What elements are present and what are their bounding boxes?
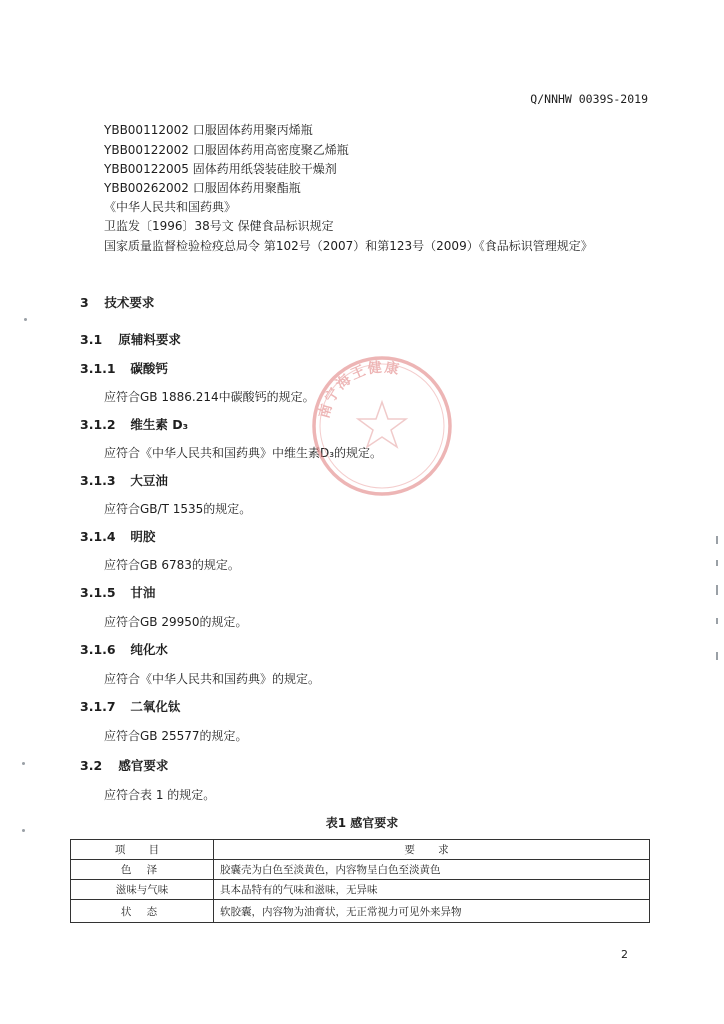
subsection-heading <box>80 527 155 545</box>
section-3-1-heading <box>80 330 181 348</box>
section-text: 应符合表 1 的规定。 <box>104 788 216 802</box>
table-cell-item: 状 态 <box>71 900 214 923</box>
subsection-number: 3.1.2 <box>80 417 116 432</box>
subsection-number: 3.1.4 <box>80 529 116 544</box>
section-title: 技术要求 <box>104 295 155 310</box>
reference-item: YBB00122005 固体药用纸袋装硅胶干燥剂 <box>104 162 337 176</box>
column-header-item: 项 目 <box>71 840 214 860</box>
section-number: 3.2 <box>80 758 103 773</box>
subsection-heading <box>80 359 168 377</box>
subsection-title: 明胶 <box>130 529 156 544</box>
company-seal-stamp <box>308 352 456 500</box>
scan-speck <box>22 762 25 765</box>
table-caption: 表1 感官要求 <box>325 816 399 830</box>
scan-mark <box>716 585 718 595</box>
svg-text:南宁海王健康: 南宁海王健康 <box>316 359 403 421</box>
document-code: Q/NNHW 0039S-2019 <box>530 92 648 106</box>
subsection-text: 应符合《中华人民共和国药典》中维生素D₃的规定。 <box>104 446 383 460</box>
reference-item: 卫监发〔1996〕38号文 保健食品标识规定 <box>104 219 334 233</box>
section-title: 感官要求 <box>118 758 169 773</box>
subsection-title: 维生素 D₃ <box>130 417 189 432</box>
column-header-requirement: 要 求 <box>214 840 650 860</box>
reference-item: YBB00122002 口服固体药用高密度聚乙烯瓶 <box>104 143 349 157</box>
subsection-title: 纯化水 <box>130 642 168 657</box>
table-cell-item: 色 泽 <box>71 860 214 880</box>
scan-speck <box>24 318 27 321</box>
subsection-text: 应符合GB 1886.214中碳酸钙的规定。 <box>104 390 315 404</box>
subsection-text: 应符合《中华人民共和国药典》的规定。 <box>104 672 321 686</box>
subsection-number: 3.1.5 <box>80 585 116 600</box>
scan-mark <box>716 618 718 624</box>
scan-mark <box>716 536 718 544</box>
section-number: 3 <box>80 295 89 310</box>
subsection-heading <box>80 640 168 658</box>
subsection-text: 应符合GB 29950的规定。 <box>104 615 248 629</box>
reference-item: YBB00262002 口服固体药用聚酯瓶 <box>104 181 301 195</box>
subsection-title: 碳酸钙 <box>130 361 168 376</box>
subsection-title: 甘油 <box>130 585 156 600</box>
table-cell-requirement: 软胶囊，内容物为油膏状，无正常视力可见外来异物 <box>214 900 650 923</box>
reference-item: 《中华人民共和国药典》 <box>104 200 237 214</box>
subsection-text: 应符合GB/T 1535的规定。 <box>104 502 252 516</box>
subsection-number: 3.1.1 <box>80 361 116 376</box>
table-cell-requirement: 具本品特有的气味和滋味，无异味 <box>214 880 650 900</box>
section-3-2-heading <box>80 756 168 774</box>
subsection-number: 3.1.7 <box>80 699 116 714</box>
page-number: 2 <box>621 948 628 961</box>
table-cell-item: 滋味与气味 <box>71 880 214 900</box>
subsection-heading <box>80 415 188 433</box>
table-header-row <box>71 840 650 860</box>
subsection-title: 二氧化钛 <box>130 699 181 714</box>
subsection-heading <box>80 471 168 489</box>
subsection-number: 3.1.3 <box>80 473 116 488</box>
scan-speck <box>22 829 25 832</box>
subsection-number: 3.1.6 <box>80 642 116 657</box>
section-3-heading <box>80 293 154 311</box>
table-cell-requirement: 胶囊壳为白色至淡黄色，内容物呈白色至淡黄色 <box>214 860 650 880</box>
subsection-heading <box>80 583 155 601</box>
table-row <box>71 900 650 923</box>
scan-mark <box>716 652 718 660</box>
scan-mark <box>716 560 718 566</box>
subsection-text: 应符合GB 6783的规定。 <box>104 558 240 572</box>
subsection-heading <box>80 697 180 715</box>
table-row <box>71 880 650 900</box>
reference-item: 国家质量监督检验检疫总局令 第102号（2007）和第123号（2009）《食品标识管理规定》 <box>104 239 593 253</box>
sensory-requirements-table <box>70 839 650 923</box>
section-title: 原辅料要求 <box>118 332 181 347</box>
subsection-title: 大豆油 <box>130 473 168 488</box>
reference-item: YBB00112002 口服固体药用聚丙烯瓶 <box>104 123 313 137</box>
table-row <box>71 860 650 880</box>
subsection-text: 应符合GB 25577的规定。 <box>104 729 248 743</box>
section-number: 3.1 <box>80 332 103 347</box>
